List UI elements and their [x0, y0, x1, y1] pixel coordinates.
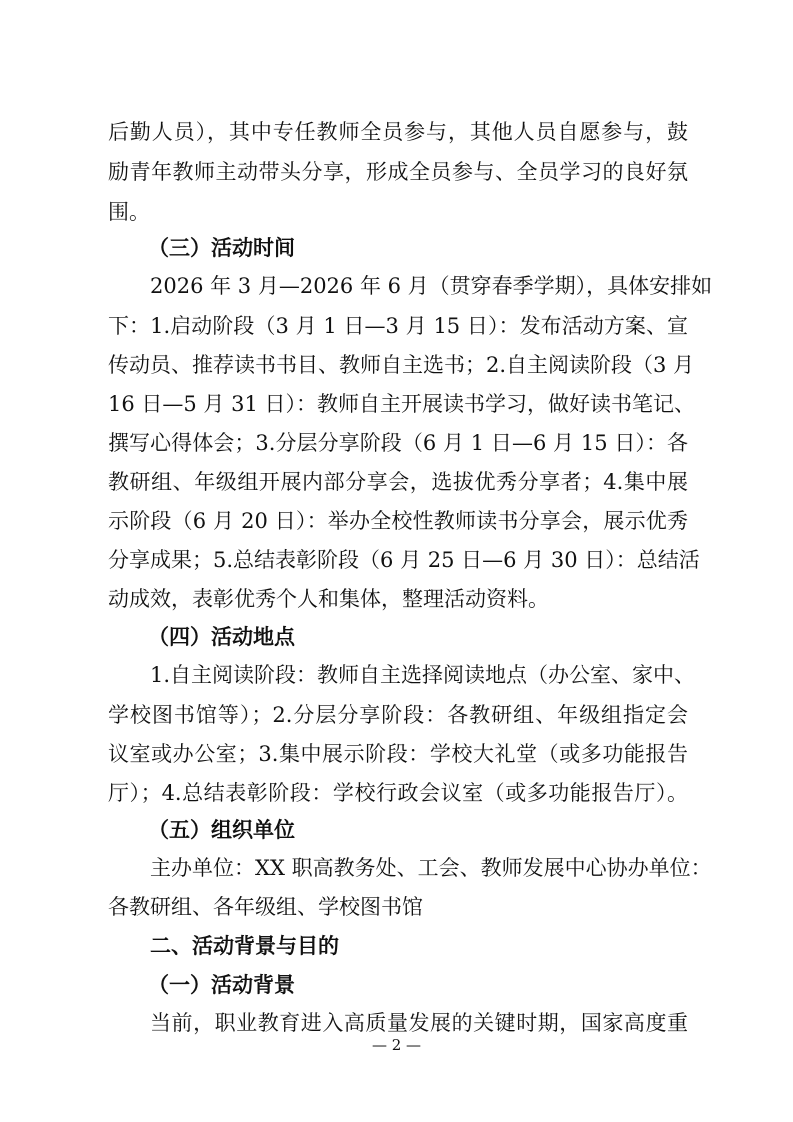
- paragraph-line: 16 日—5 月 31 日）：教师自主开展读书学习，做好读书笔记、: [108, 392, 696, 416]
- paragraph-line: 后勤人员），其中专任教师全员参与，其他人员自愿参与，鼓: [108, 120, 688, 144]
- paragraph-line: 分享成果；5.总结表彰阶段（6 月 25 日—6 月 30 日）：总结活: [108, 548, 700, 572]
- page-number: — 2 —: [371, 1036, 422, 1054]
- paragraph-line: 撰写心得体会；3.分层分享阶段（6 月 1 日—6 月 15 日）：各: [108, 431, 688, 455]
- paragraph-line: 示阶段（6 月 20 日）：举办全校性教师读书分享会，展示优秀: [108, 509, 688, 533]
- paragraph-line: 下：1.启动阶段（3 月 1 日—3 月 15 日）：发布活动方案、宣: [108, 314, 688, 338]
- paragraph-line: 学校图书馆等）；2.分层分享阶段：各教研组、年级组指定会: [108, 703, 688, 727]
- section-heading-background: （一）活动背景: [148, 973, 295, 997]
- paragraph-line: 厅）；4.总结表彰阶段：学校行政会议室（或多功能报告厅）。: [108, 781, 688, 805]
- paragraph-line: 传动员、推荐读书书目、教师自主选书；2.自主阅读阶段（3 月: [108, 353, 695, 377]
- paragraph-line: 2026 年 3 月—2026 年 6 月（贯穿春季学期），具体安排如: [150, 274, 713, 298]
- paragraph-line: 当前，职业教育进入高质量发展的关键时期，国家高度重: [150, 1011, 688, 1035]
- paragraph-line: 围。: [108, 200, 150, 224]
- section-heading-time: （三）活动时间: [148, 236, 295, 260]
- paragraph-line: 各教研组、各年级组、学校图书馆: [108, 895, 423, 919]
- paragraph-line: 1.自主阅读阶段：教师自主选择阅读地点（办公室、家中、: [150, 663, 696, 687]
- paragraph-line: 议室或办公室；3.集中展示阶段：学校大礼堂（或多功能报告: [108, 742, 688, 766]
- paragraph-line: 励青年教师主动带头分享，形成全员参与、全员学习的良好氛: [108, 160, 688, 184]
- paragraph-line: 动成效，表彰优秀个人和集体，整理活动资料。: [108, 587, 549, 611]
- section-heading-location: （四）活动地点: [148, 625, 295, 649]
- part-heading-background-purpose: 二、活动背景与目的: [150, 934, 339, 958]
- paragraph-line: 教研组、年级组开展内部分享会，选拔优秀分享者；4.集中展: [108, 470, 688, 494]
- section-heading-organizers: （五）组织单位: [148, 818, 295, 842]
- paragraph-line: 主办单位：XX 职高教务处、工会、教师发展中心协办单位：: [150, 856, 712, 880]
